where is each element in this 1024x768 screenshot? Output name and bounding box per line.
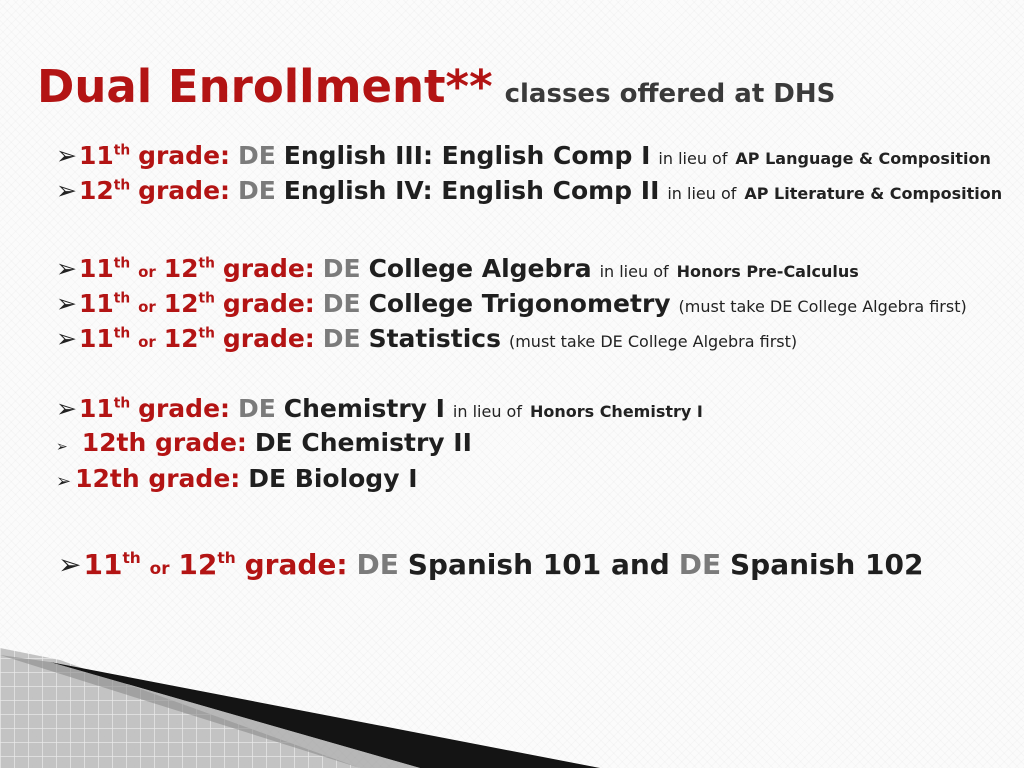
or-connector: or: [138, 263, 156, 281]
course-name: English III: English Comp I: [283, 141, 651, 170]
grade-suffix: th: [113, 290, 131, 307]
arrow-bullet-icon: ➢: [56, 471, 72, 492]
or-connector: or: [149, 558, 170, 578]
grade-label: grade:: [138, 394, 231, 423]
title-main: Dual Enrollment**: [37, 60, 493, 113]
grade-label: grade:: [138, 176, 231, 205]
grade-number: 11: [78, 394, 114, 423]
grade-number: 11: [78, 141, 114, 170]
course-row-statistics: [56, 326, 797, 351]
grade-label: grade:: [222, 324, 315, 353]
grade-label: grade:: [244, 548, 348, 581]
grade-number: 12: [178, 548, 218, 581]
grade-label: grade:: [222, 254, 315, 283]
grade-number: 11: [83, 548, 123, 581]
grade-number: 12: [163, 324, 199, 353]
course-row-college-algebra: [56, 256, 859, 281]
de-tag: DE: [356, 548, 399, 581]
course-row-chemistry-ii: [56, 430, 472, 455]
grade-suffix: th: [113, 255, 131, 272]
grade-suffix: th: [198, 325, 215, 342]
grade-suffix: th: [198, 255, 215, 272]
title-subtitle: classes offered at DHS: [504, 79, 836, 109]
course-row-chemistry-i: [56, 396, 703, 421]
de-tag: DE: [237, 394, 276, 423]
course-name: Spanish 102: [730, 548, 924, 581]
note-prefix: in lieu of: [599, 262, 669, 281]
grade-label: grade:: [138, 141, 231, 170]
replaced-course: AP Language & Composition: [735, 149, 991, 168]
note-prefix: in lieu of: [452, 402, 522, 421]
course-name: Statistics: [368, 324, 502, 353]
course-name: DE Biology I: [248, 464, 418, 493]
slide-title: [37, 60, 835, 113]
replaced-course: Honors Chemistry I: [529, 402, 703, 421]
prerequisite-note: (must take DE College Algebra first): [678, 297, 967, 316]
course-row-spanish: [58, 548, 924, 581]
course-name: DE Chemistry II: [254, 428, 472, 457]
course-name: College Algebra: [368, 254, 592, 283]
note-prefix: in lieu of: [658, 149, 728, 168]
grade-number: 11: [78, 289, 114, 318]
arrow-bullet-icon: ➢: [56, 324, 77, 353]
grade-suffix: th: [122, 549, 141, 568]
grade-number: 11: [78, 324, 114, 353]
course-row-english-iii: [56, 143, 991, 168]
arrow-bullet-icon: ➢: [56, 394, 77, 423]
grade-number: 11: [78, 254, 114, 283]
arrow-bullet-icon: ➢: [56, 141, 77, 170]
replaced-course: Honors Pre-Calculus: [676, 262, 859, 281]
grade-suffix: th: [113, 325, 131, 342]
grade-number: 12: [163, 289, 199, 318]
prerequisite-note: (must take DE College Algebra first): [508, 332, 798, 351]
course-row-english-iv: [56, 178, 1002, 203]
grade-label: grade:: [222, 289, 315, 318]
arrow-bullet-icon: ➢: [56, 439, 68, 455]
course-name: College Trigonometry: [368, 289, 671, 318]
de-tag: DE: [322, 324, 361, 353]
note-prefix: in lieu of: [667, 184, 737, 203]
or-connector: or: [138, 333, 156, 351]
arrow-bullet-icon: ➢: [56, 254, 77, 283]
grade-suffix: th: [198, 290, 215, 307]
course-name: Spanish 101 and: [407, 548, 670, 581]
de-tag: DE: [237, 176, 276, 205]
or-connector: or: [138, 298, 156, 316]
grade-suffix: th: [113, 142, 131, 159]
replaced-course: AP Literature & Composition: [744, 184, 1003, 203]
course-name: English IV: English Comp II: [283, 176, 660, 205]
arrow-bullet-icon: ➢: [56, 176, 77, 205]
de-tag: DE: [237, 141, 276, 170]
de-tag: DE: [678, 548, 722, 581]
grade-label: 12th grade:: [81, 428, 247, 457]
grade-label: 12th grade:: [75, 464, 241, 493]
course-row-college-trigonometry: [56, 291, 967, 316]
grade-number: 12: [163, 254, 199, 283]
de-tag: DE: [322, 289, 361, 318]
grade-number: 12: [78, 176, 114, 205]
course-row-biology-i: [56, 466, 418, 491]
grade-suffix: th: [113, 177, 131, 194]
grade-suffix: th: [217, 549, 236, 568]
course-name: Chemistry I: [283, 394, 445, 423]
arrow-bullet-icon: ➢: [58, 548, 82, 581]
arrow-bullet-icon: ➢: [56, 289, 77, 318]
grade-suffix: th: [113, 395, 131, 412]
de-tag: DE: [322, 254, 361, 283]
